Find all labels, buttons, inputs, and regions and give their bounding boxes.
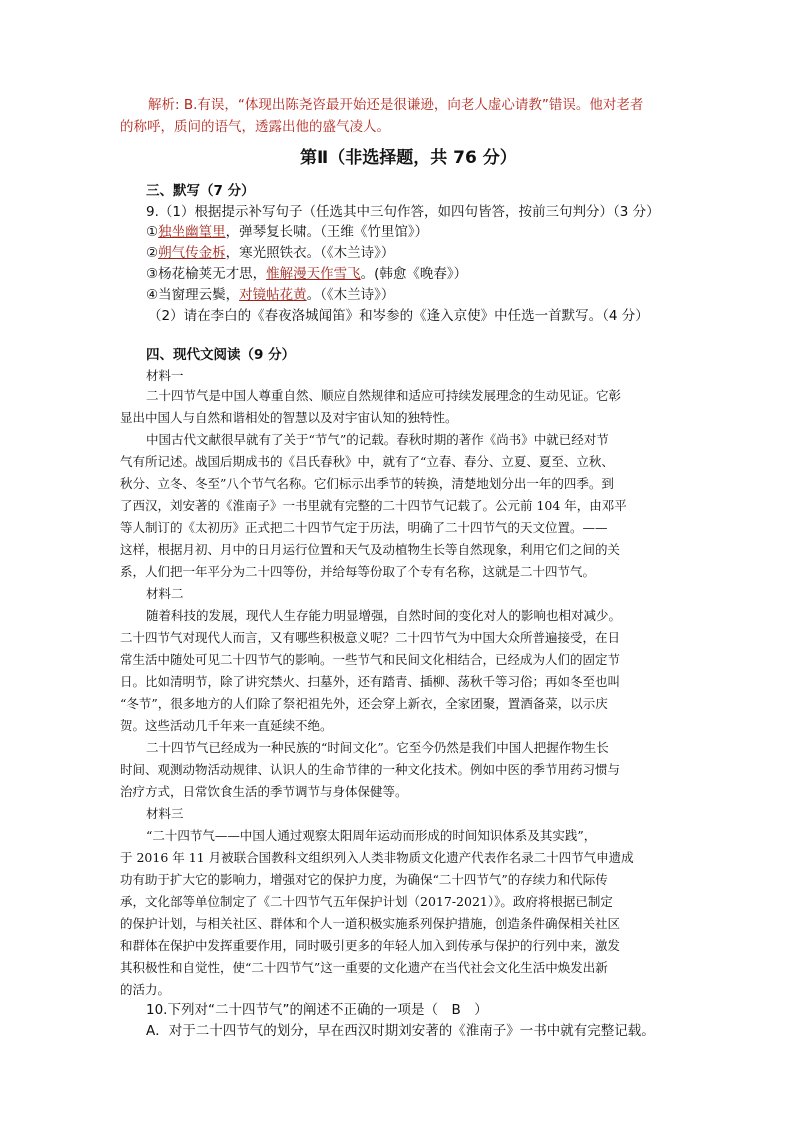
analysis-line-2: 的称呼，质问的语气，透露出他的盛气凌人。 xyxy=(120,119,390,135)
text-line: 日。比如清明节，除了讲究禁火、扫墓外，还有踏青、插柳、荡秋千等习俗；再如冬至也叫 xyxy=(120,674,621,689)
text-line: 于 2016 年 11 月被联合国教科文组织列入人类非物质文化遗产代表作名录二十四节气申遗成 xyxy=(120,850,634,865)
text-line: 时间、观测动物活动规律、认识人的生命节律的一种文化技术。例如中医的季节用药习惯与 xyxy=(120,762,621,777)
text-line: 这样，根据月初、月中的日月运行位置和天气及动植物生长等自然现象，利用它们之间的关 xyxy=(120,542,621,557)
item-pre: 杨花榆荚无才思， xyxy=(158,266,267,282)
item-pre: 当窗理云鬓， xyxy=(158,287,240,303)
text-line: 中国古代文献很早就有了关于“节气”的记载。春秋时期的著作《尚书》中就已经对节 xyxy=(146,432,609,447)
text-line: 承，文化部等单位制定了《二十四节气五年保护计划（2017-2021）》。政府将根据已制定 xyxy=(120,894,613,909)
item-marker: ① xyxy=(146,224,159,240)
analysis-line-1: 解析: B.有误，“体现出陈尧咨最开始还是很谦逊，向老人虚心请教”错误。他对老者 xyxy=(148,97,644,113)
question-10-option-a: A．对于二十四节气的划分，早在西汉时期刘安著的《淮南子》一书中就有完整记载。 xyxy=(146,1023,655,1039)
text-line: 等人制订的《太初历》正式把二十四节气定于历法，明确了二十四节气的天文位置。—— xyxy=(120,520,608,535)
recitation-item-1 xyxy=(146,222,428,242)
text-line: 显出中国人与自然和谐相处的智慧以及对宇宙认知的独特性。 xyxy=(120,410,458,425)
material-1-label: 材料一 xyxy=(146,368,184,383)
item-rest: ，弹琴复长啸。（王维《竹里馆》） xyxy=(225,224,429,240)
text-line: 的活力。 xyxy=(120,982,171,997)
text-line: 贺。这些活动几千年来一直延续不绝。 xyxy=(120,718,333,733)
item-marker: ③ xyxy=(146,266,159,282)
item-rest: 。(韩愈《晚春》） xyxy=(360,266,468,282)
recitation-item-3 xyxy=(146,264,467,284)
text-line: “冬节”，很多地方的人们除了祭祀祖先外，还会穿上新衣，全家团聚，置酒备菜，以示庆 xyxy=(120,696,608,711)
section-3-heading: 三、默写（7 分） xyxy=(146,183,255,199)
answer-text: 惟解漫天作雪飞 xyxy=(266,266,361,282)
item-rest: ，寒光照铁衣。（《木兰诗》） xyxy=(225,245,395,261)
question-9-2: （2）请在李白的《春夜洛城闻笛》和岑参的《逢入京使》中任选一首默写。（4 分） xyxy=(148,308,649,324)
text-line: 秋分、立冬、冬至”八个节气名称。它们标示出季节的转换，清楚地划分出一年的四季。到 xyxy=(120,476,614,491)
text-line: 随着科技的发展，现代人生存能力明显增强，自然时间的变化对人的影响也相对减少。 xyxy=(146,608,622,623)
text-line: 了西汉，刘安著的《淮南子》一书里就有完整的二十四节气记载了。公元前 104 年，由邓平 xyxy=(120,498,627,513)
text-line: 功有助于扩大它的影响力，增强对它的保护力度，为确保“二十四节气”的存续力和代际传 xyxy=(120,872,608,887)
text-line: 二十四节气已经成为一种民族的“时间文化”。它至今仍然是我们中国人把握作物生长 xyxy=(146,740,609,755)
material-2-label: 材料二 xyxy=(146,586,184,601)
recitation-item-4 xyxy=(146,285,394,305)
text-line: 系，人们把一年平分为二十四等份，并给每等份取了个专有名称，这就是二十四节气。 xyxy=(120,564,596,579)
item-marker: ② xyxy=(146,245,159,261)
answer-text: 朔气传金柝 xyxy=(158,245,226,261)
text-line: 二十四节气对现代人而言，又有哪些积极意义呢？二十四节气为中国大众所普遍接受，在日 xyxy=(120,630,621,645)
question-10: 10.下列对“二十四节气”的阐述不正确的一项是（ B ） xyxy=(146,1002,488,1018)
text-line: 治疗方式，日常饮食生活的季节调节与身体保健等。 xyxy=(120,784,408,799)
text-line: “二十四节气——中国人通过观察太阳周年运动而形成的时间知识体系及其实践”， xyxy=(146,828,597,843)
item-rest: 。（《木兰诗》） xyxy=(306,287,395,303)
text-line: 气有所记述。战国后期成书的《吕氏春秋》中，就有了“立春、春分、立夏、夏至、立秋、 xyxy=(120,454,614,469)
material-3-label: 材料三 xyxy=(146,806,184,821)
text-line: 和群体在保护中发挥重要作用，同时吸引更多的年轻人加入到传承与保护的行列中来，激发 xyxy=(120,938,621,953)
answer-text: 对镜帖花黄 xyxy=(239,287,307,303)
question-9-1: 9.（1）根据提示补写句子（任选其中三句作答，如四句皆答，按前三句判分）（3 分） xyxy=(146,204,660,220)
recitation-item-2 xyxy=(146,243,394,263)
item-marker: ④ xyxy=(146,287,159,303)
text-line: 常生活中随处可见二十四节气的影响。一些节气和民间文化相结合，已经成为人们的固定节 xyxy=(120,652,621,667)
text-line: 其积极性和自觉性，使“二十四节气”这一重要的文化遗产在当代社会文化生活中焕发出新 xyxy=(120,960,608,975)
text-line: 二十四节气是中国人尊重自然、顺应自然规律和适应可持续发展理念的生动见证。它彰 xyxy=(146,388,622,403)
section-4-heading: 四、现代文阅读（9 分） xyxy=(146,347,296,363)
part-title: 第Ⅱ（非选择题，共 76 分） xyxy=(300,148,517,168)
answer-text: 独坐幽篁里 xyxy=(158,224,226,240)
text-line: 的保护计划，与相关社区、群体和个人一道积极实施系列保护措施，创造条件确保相关社区 xyxy=(120,916,621,931)
